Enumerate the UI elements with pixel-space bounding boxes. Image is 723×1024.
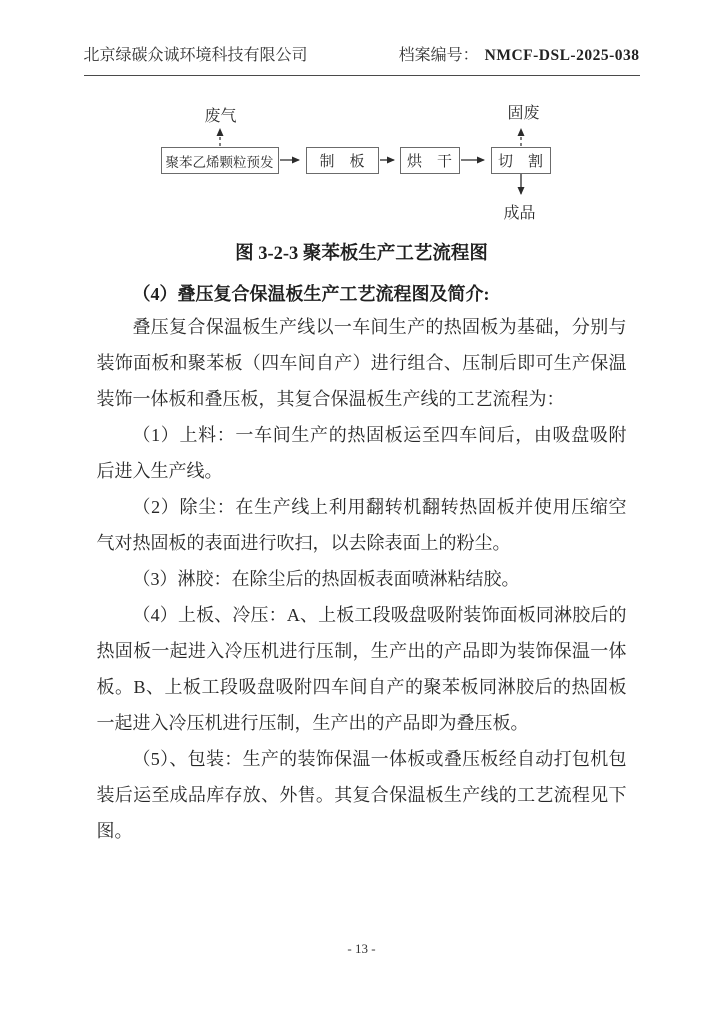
- process-flowchart: [84, 96, 640, 224]
- paragraph-step-4: （4）上板、冷压：A、上板工段吸盘吸附装饰面板同淋胶后的热固板一起进入冷压机进行压制，生产出的产品即为装饰保温一体板。B、上板工段吸盘吸附四车间自产的聚苯板同淋胶后的热固板一起进入冷压机进行压制，生产出的产品即为叠压板。: [96, 605, 627, 733]
- page-header: [84, 0, 640, 76]
- page-number: - 13 -: [347, 941, 376, 956]
- paragraph-step-2: （2）除尘：在生产线上利用翻转机翻转热固板并使用压缩空气对热固板的表面进行吹扫，以去除表面上的粉尘。: [96, 497, 627, 553]
- paragraph-step-3: （3）淋胶：在除尘后的热固板表面喷淋粘结胶。: [132, 569, 520, 589]
- page-footer: [0, 941, 723, 957]
- label-waste-gas: 废气: [204, 108, 237, 125]
- paragraph-intro: 叠压复合保温板生产线以一车间生产的热固板为基础，分别与装饰面板和聚苯板（四车间自产）进行组合、压制后即可生产保温装饰一体板和叠压板，其复合保温板生产线的工艺流程为：: [96, 317, 627, 409]
- header-archive-label: 档案编号：: [398, 47, 479, 64]
- header-archive: [399, 46, 640, 66]
- section-heading: （4）叠压复合保温板生产工艺流程图及简介:: [132, 284, 490, 304]
- paragraph-step-5: （5）、包装：生产的装饰保温一体板或叠压板经自动打包机包装后运至成品库存放、外售。其复合保温板生产线的工艺流程见下图。: [96, 749, 627, 841]
- label-product: 成品: [503, 205, 536, 222]
- label-solid-waste: 固废: [507, 105, 540, 122]
- flow-box-board-making: 制 板: [306, 147, 379, 174]
- header-archive-number: NMCF-DSL-2025-038: [484, 47, 640, 64]
- body-text: [97, 309, 627, 849]
- flow-box-cutting: 切 割: [491, 147, 551, 174]
- header-company: 北京绿碳众诚环境科技有限公司: [83, 47, 308, 64]
- figure-caption: 图 3-2-3 聚苯板生产工艺流程图: [235, 244, 488, 264]
- flow-box-drying: 烘 干: [400, 147, 460, 174]
- flow-box-prefoaming: 聚苯乙烯颗粒预发: [161, 147, 279, 174]
- paragraph-step-1: （1）上料：一车间生产的热固板运至四车间后，由吸盘吸附后进入生产线。: [96, 425, 627, 481]
